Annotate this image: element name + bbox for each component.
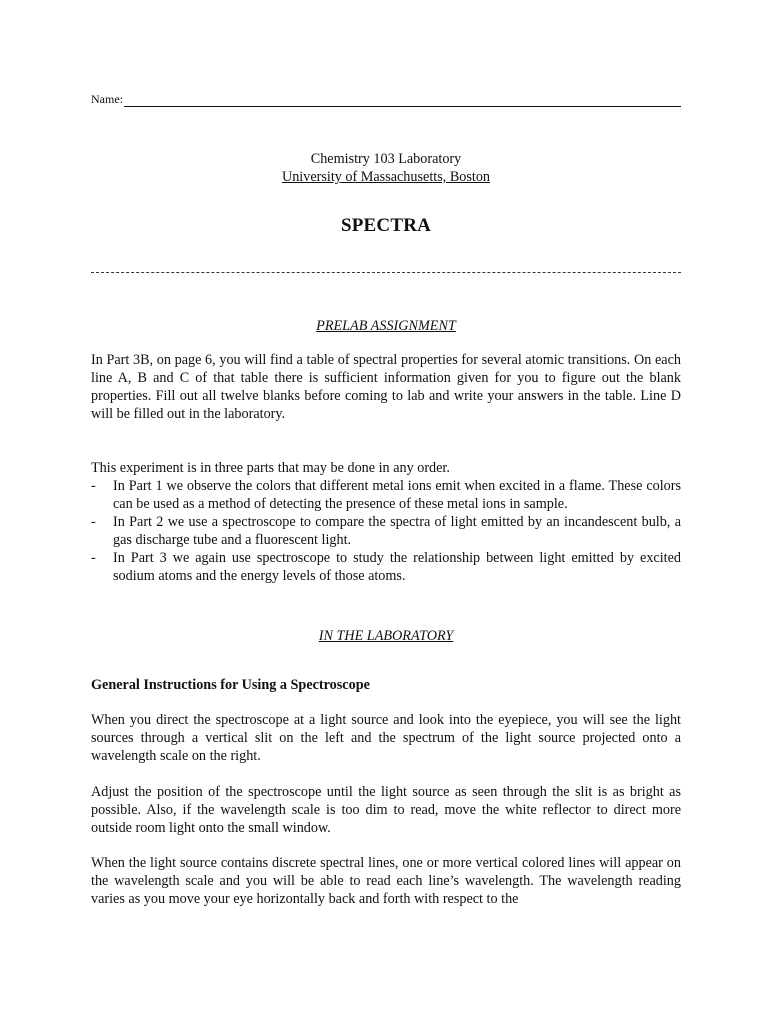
prelab-heading: PRELAB ASSIGNMENT (316, 318, 456, 334)
name-field (91, 92, 681, 107)
instructions-subheading: General Instructions for Using a Spectroscope (91, 677, 370, 693)
instructions-paragraph-3: When the light source contains discrete spectral lines, one or more vertical colored lines will appear on the wavelength scale and you will be able to read each line’s wavelength. The wavelength reading varies as you move your eye horizontally back and forth with respect to the (91, 855, 681, 907)
name-blank-line[interactable] (124, 94, 681, 107)
dashed-divider (91, 272, 681, 273)
course-title: Chemistry 103 Laboratory (310, 151, 462, 167)
overview-list (91, 477, 681, 585)
name-label: Name: (91, 92, 123, 106)
list-item (91, 477, 681, 513)
list-bullet: - (91, 478, 96, 494)
list-item-text: In Part 2 we use a spectroscope to compare the spectra of light emitted by an incandescent bulb, a gas discharge tube and a fluorescent light. (113, 514, 681, 548)
overview-intro: This experiment is in three parts that may be done in any order. (91, 460, 450, 476)
laboratory-heading: IN THE LABORATORY (318, 628, 454, 644)
list-bullet: - (91, 550, 96, 566)
list-item (91, 549, 681, 585)
list-item-text: In Part 3 we again use spectroscope to study the relationship between light emitted by excited sodium atoms and the energy levels of those atoms. (113, 550, 681, 584)
instructions-paragraph-2: Adjust the position of the spectroscope until the light source as seen through the slit is as bright as possible. Also, if the wavelength scale is too dim to read, move the white reflector to direct more outside room light onto the small window. (91, 784, 681, 836)
university-name: University of Massachusetts, Boston (281, 169, 491, 185)
list-item (91, 513, 681, 549)
list-item-text: In Part 1 we observe the colors that different metal ions emit when excited in a flame. These colors can be used as a method of detecting the presence of these metal ions in sample. (113, 478, 681, 512)
instructions-paragraph-1: When you direct the spectroscope at a light source and look into the eyepiece, you will see the light sources through a vertical slit on the left and the spectrum of the light source projected onto a wavelength scale on the right. (91, 712, 681, 764)
list-bullet: - (91, 514, 96, 530)
document-title: SPECTRA (340, 215, 432, 236)
prelab-paragraph: In Part 3B, on page 6, you will find a table of spectral properties for several atomic transitions. On each line A, B and C of that table there is sufficient information given for you to figure out the blank properties. Fill out all twelve blanks before coming to lab and write your answers in the table. Line D will be filled out in the laboratory. (91, 352, 681, 422)
